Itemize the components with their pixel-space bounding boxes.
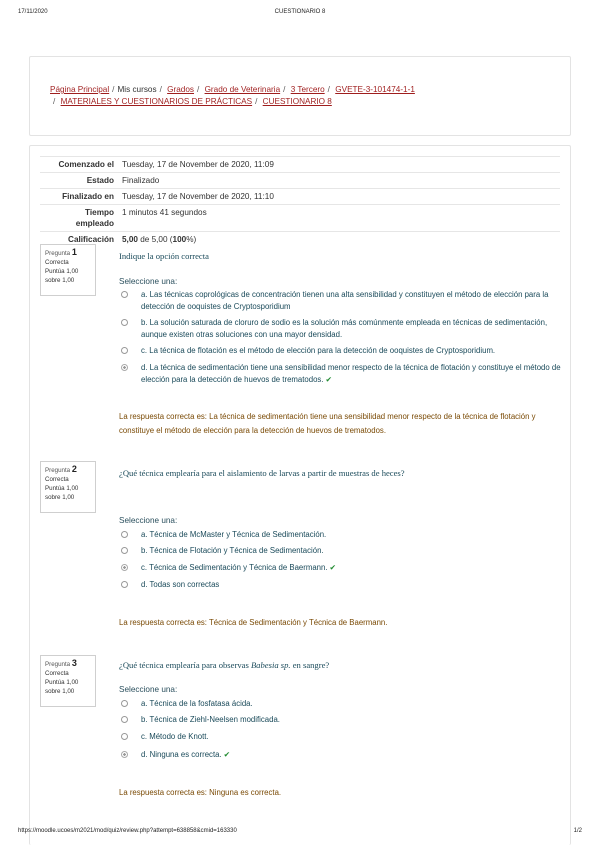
select-one-label: Seleccione una: [119, 277, 178, 286]
question-number: 3 [71, 658, 77, 668]
question-points-max: sobre 1,00 [45, 277, 75, 284]
question-label: Pregunta [45, 661, 71, 668]
summary-value: Tuesday, 17 de November de 2020, 11:09 [122, 160, 274, 169]
option-text: b. La solución saturada de cloruro de sodio es la solución más comúnmente empleada en técnicas de sedimentación, aunque existen otras soluciones con una mayor densidad. [141, 318, 548, 339]
q1-option-c[interactable] [121, 345, 561, 357]
breadcrumb-separator: / [159, 85, 162, 94]
summary-label [40, 205, 118, 232]
radio-button[interactable] [121, 547, 128, 554]
grade-percent: 100 [172, 235, 187, 244]
breadcrumb-separator: / [255, 97, 258, 106]
check-icon: ✔ [329, 563, 337, 572]
option-text: a. Técnica de McMaster y Técnica de Sedimentación. [141, 530, 327, 539]
option-text: b. Técnica de Flotación y Técnica de Sedimentación. [141, 546, 324, 555]
breadcrumb-veterinary[interactable]: Grado de Veterinaria [204, 85, 281, 94]
summary-row-started [40, 157, 560, 173]
radio-button[interactable] [121, 347, 128, 354]
q3-option-d[interactable] [121, 749, 561, 761]
print-page-number: 1/2 [573, 828, 582, 834]
radio-button[interactable] [121, 291, 128, 298]
question-text-italic: Babesia sp. [250, 660, 291, 670]
breadcrumb-quiz[interactable]: CUESTIONARIO 8 [262, 97, 332, 106]
radio-button-selected[interactable] [121, 364, 128, 371]
radio-button[interactable] [121, 531, 128, 538]
breadcrumb-separator: / [53, 97, 56, 106]
q2-option-d[interactable] [121, 579, 561, 591]
option-text: a. Técnica de la fosfatasa ácida. [141, 699, 253, 708]
question-points: Puntúa 1,00 [45, 679, 79, 686]
question-1-text: Indique la opción correcta [119, 251, 209, 261]
summary-value: Finalizado [122, 176, 160, 185]
grade-score: 5,00 [122, 235, 138, 244]
question-status: Correcta [45, 476, 69, 483]
question-points-max: sobre 1,00 [45, 688, 75, 695]
q1-option-a[interactable] [121, 289, 561, 313]
radio-button[interactable] [121, 716, 128, 723]
question-status: Correcta [45, 670, 69, 677]
q2-option-c[interactable] [121, 562, 561, 574]
summary-value [118, 232, 560, 248]
breadcrumb-home[interactable]: Página Principal [50, 85, 110, 94]
breadcrumb-separator: / [197, 85, 200, 94]
attempt-summary-table [40, 156, 560, 247]
summary-label: Calificación [68, 235, 114, 244]
option-text: c. La técnica de flotación es el método de elección para la detección de ooquistes de Cryptosporidium. [141, 346, 496, 355]
question-points: Puntúa 1,00 [45, 485, 79, 492]
radio-button-selected[interactable] [121, 751, 128, 758]
summary-label: Finalizado en [62, 192, 114, 201]
check-icon: ✔ [325, 375, 333, 384]
summary-row-state [40, 173, 560, 189]
q3-option-c[interactable] [121, 731, 561, 743]
radio-button[interactable] [121, 319, 128, 326]
question-label: Pregunta [45, 250, 71, 257]
question-text-part: en sangre? [290, 660, 330, 670]
select-one-label: Seleccione una: [119, 685, 178, 694]
select-one-label: Seleccione una: [119, 516, 178, 525]
question-2-text: ¿Qué técnica emplearía para el aislamiento de larvas a partir de muestras de heces? [119, 468, 405, 478]
print-header [18, 9, 582, 19]
question-points: Puntúa 1,00 [45, 268, 79, 275]
radio-button-selected[interactable] [121, 564, 128, 571]
breadcrumb-my-courses: Mis cursos [117, 85, 157, 94]
q2-option-b[interactable] [121, 545, 561, 557]
option-text: c. Método de Knott. [141, 732, 209, 741]
q2-option-a[interactable] [121, 529, 561, 541]
print-url: https://moodle.ucoes/m2021/mod/quiz/review.php?attempt=638858&cmid=163330 [18, 828, 237, 834]
breadcrumb [50, 84, 550, 108]
breadcrumb-course-code[interactable]: GVETE-3-101474-1-1 [335, 85, 415, 94]
grade-end: %) [186, 235, 197, 244]
print-date: 17/11/2020 [18, 9, 48, 15]
breadcrumb-materials[interactable]: MATERIALES Y CUESTIONARIOS DE PRÁCTICAS [60, 97, 253, 106]
summary-row-finished [40, 189, 560, 205]
option-label: d. Ninguna es correcta. [141, 750, 222, 759]
question-text-part: ¿Qué técnica emplearía para observas [119, 660, 251, 670]
option-text: d. Todas son correctas [141, 580, 220, 589]
option-text [121, 562, 561, 574]
radio-button[interactable] [121, 581, 128, 588]
summary-label-line: empleado [75, 219, 114, 228]
breadcrumb-card [29, 56, 571, 136]
question-1-feedback: La respuesta correcta es: La técnica de sedimentación tiene una sensibilidad menor respecto de la técnica de flotación y constituye el método de elección para la detección de huevos de trematodos. [119, 412, 536, 435]
print-footer [18, 828, 582, 838]
breadcrumb-separator: / [327, 85, 330, 94]
question-3-info [40, 655, 96, 707]
option-text [121, 749, 561, 761]
breadcrumb-third-year[interactable]: 3 Tercero [290, 85, 325, 94]
question-2-feedback: La respuesta correcta es: Técnica de Sedimentación y Técnica de Baermann. [119, 618, 388, 627]
summary-row-time [40, 205, 560, 232]
summary-row-grade [40, 232, 560, 248]
summary-label: Comenzado el [58, 160, 114, 169]
q1-option-b[interactable] [121, 317, 561, 341]
summary-value: 1 minutos 41 segundos [122, 208, 207, 217]
option-text: b. Técnica de Ziehl-Neelsen modificada. [141, 715, 280, 724]
question-3-text [119, 660, 329, 670]
question-1-info [40, 244, 96, 296]
question-number: 2 [71, 464, 77, 474]
q3-option-b[interactable] [121, 714, 561, 726]
grade-rest: de 5,00 ( [137, 235, 173, 244]
question-3-feedback: La respuesta correcta es: Ninguna es correcta. [119, 788, 282, 797]
question-status: Correcta [45, 259, 69, 266]
summary-value: Tuesday, 17 de November de 2020, 11:10 [122, 192, 274, 201]
option-label: c. Técnica de Sedimentación y Técnica de Baermann. [141, 563, 328, 572]
option-text: a. Las técnicas coprológicas de concentración tienen una alta sensibilidad y constituyen el método de elección para la detección de ooquistes de Cryptosporidium [141, 290, 549, 311]
q1-option-d[interactable] [121, 362, 561, 386]
option-text [121, 362, 561, 386]
print-title: CUESTIONARIO 8 [274, 9, 326, 15]
question-2-info [40, 461, 96, 513]
q3-option-a[interactable] [121, 698, 561, 710]
breadcrumb-separator: / [283, 85, 286, 94]
check-icon: ✔ [223, 750, 231, 759]
radio-button[interactable] [121, 700, 128, 707]
summary-label: Estado [86, 176, 114, 185]
question-label: Pregunta [45, 467, 71, 474]
question-points-max: sobre 1,00 [45, 494, 75, 501]
breadcrumb-degrees[interactable]: Grados [167, 85, 194, 94]
option-label: d. La técnica de sedimentación tiene una sensibilidad menor respecto de la técnica de flotación y constituye el método de elección para la detección de huevos de trematodos. [141, 363, 561, 384]
breadcrumb-separator: / [112, 85, 115, 94]
radio-button[interactable] [121, 733, 128, 740]
question-number: 1 [71, 247, 77, 257]
summary-label-line: Tiempo [85, 208, 114, 217]
